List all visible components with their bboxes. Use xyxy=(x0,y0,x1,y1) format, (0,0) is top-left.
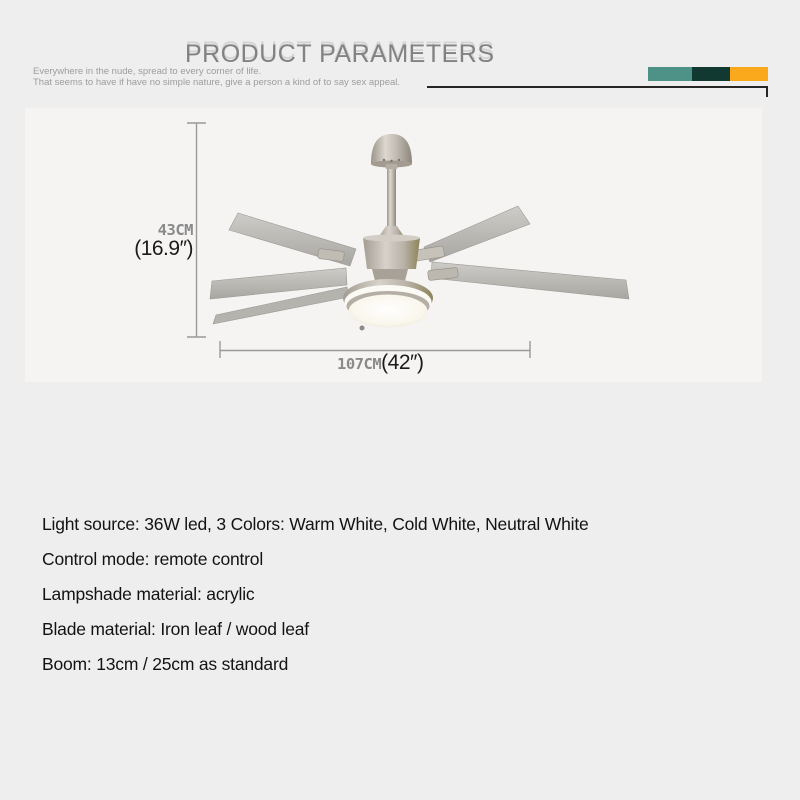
tagline-line-1: Everywhere in the nude, spread to every corner of life. xyxy=(33,66,262,77)
spec-blade-material: Blade material: Iron leaf / wood leaf xyxy=(42,619,309,639)
spec-control-mode: Control mode: remote control xyxy=(42,549,264,569)
accent-bar-teal xyxy=(648,67,692,81)
accent-bar-dark-green xyxy=(692,67,730,81)
tagline-line-2: That seems to have if have no simple nature, give a person a kind of to say sex appeal. xyxy=(33,77,401,88)
tagline xyxy=(33,66,400,88)
spec-list xyxy=(42,515,589,690)
width-inch-label: (42″) xyxy=(381,351,424,374)
width-cm-label: 107CM xyxy=(337,355,382,373)
page-title: PRODUCT PARAMETERS xyxy=(185,40,495,68)
header-underline xyxy=(427,86,768,97)
height-dimension-label xyxy=(104,222,193,260)
spec-light-source: Light source: 36W led, 3 Colors: Warm White, Cold White, Neutral White xyxy=(42,514,589,534)
accent-bar-amber xyxy=(730,67,768,81)
width-dimension-label xyxy=(337,351,423,375)
spec-boom: Boom: 13cm / 25cm as standard xyxy=(42,654,289,674)
spec-lampshade-material: Lampshade material: acrylic xyxy=(42,584,255,604)
height-inch-label: (16.9″) xyxy=(134,237,193,260)
accent-color-bars xyxy=(648,67,768,81)
height-cm-label: 43CM xyxy=(157,221,193,239)
